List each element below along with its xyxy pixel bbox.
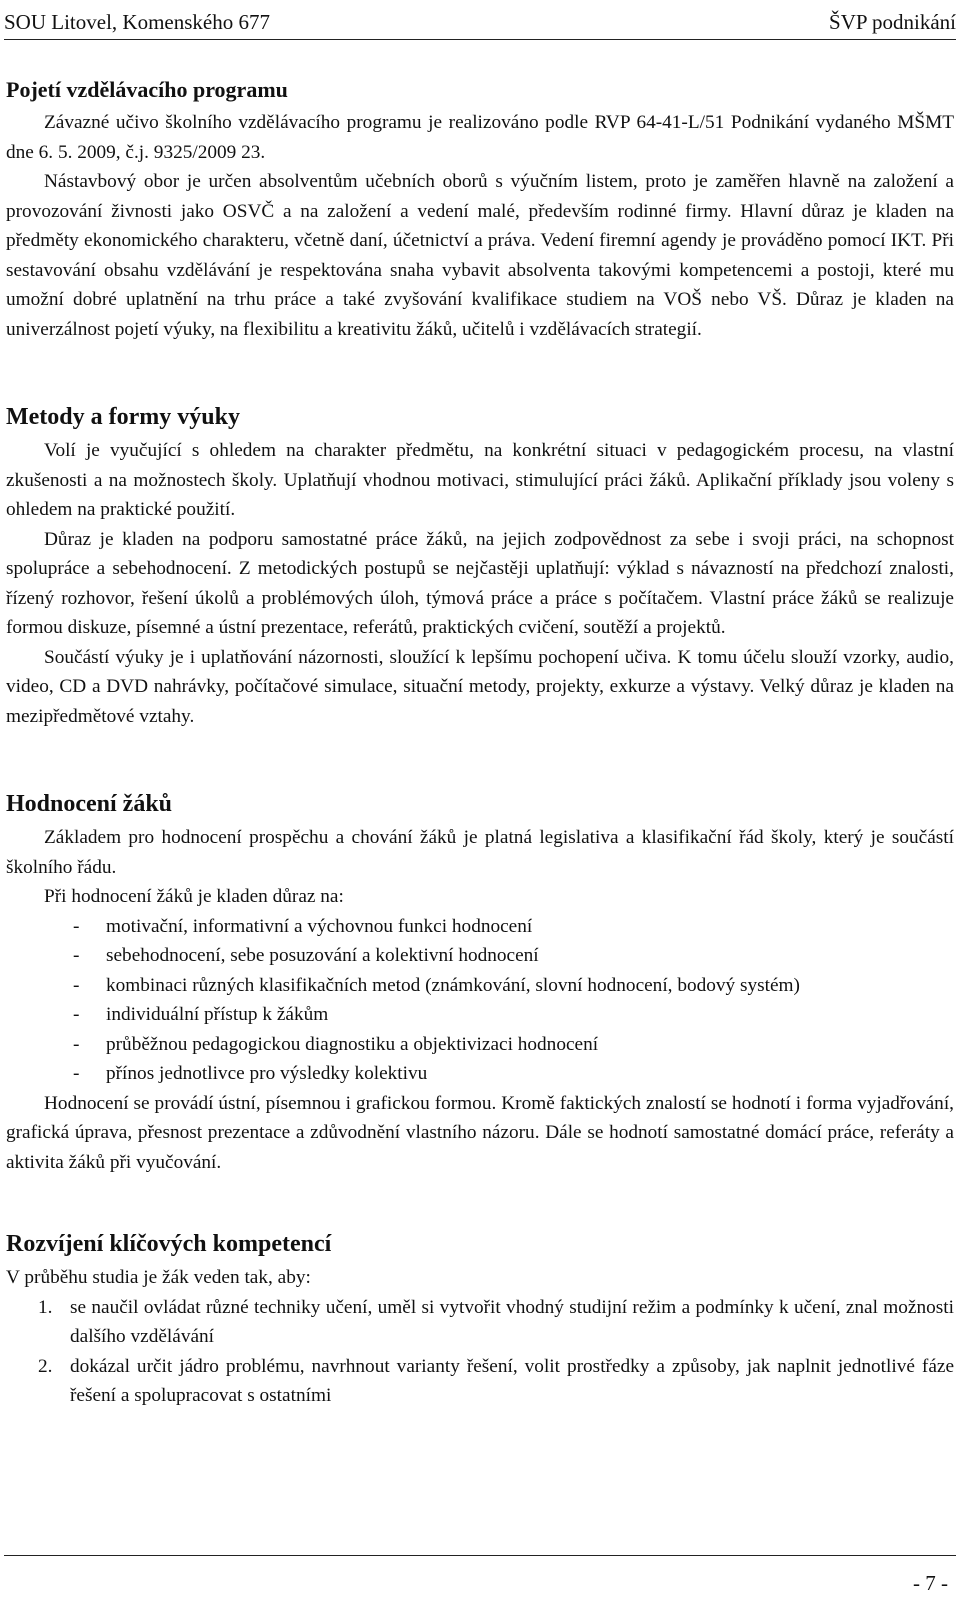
competence-list (6, 1293, 954, 1411)
header-school: SOU Litovel, Komenského 677 (4, 10, 270, 34)
list-item: - individuální přístup k žákům (73, 1004, 329, 1025)
page-footer (0, 1555, 960, 1617)
list-item: 2. dokázal určit jádro problému, navrhnout varianty řešení, volit prostředky a způsoby, jak naplnit jednotlivé fáze řešení a spolupracovat s ostatními (38, 1355, 954, 1406)
footer-divider (4, 1555, 956, 1556)
header-program: ŠVP podnikání (829, 10, 956, 34)
assessment-list (6, 912, 954, 1089)
list-item: - kombinaci různých klasifikačních metod (známkování, slovní hodnocení, bodový systém) (73, 974, 800, 996)
paragraph: Nástavbový obor je určen absolventům učebních oborů s výučním listem, proto je zaměřen hlavně na založení a provozování živnosti jako OSVČ a na založení a vedení malé, především rodinné firmy. Hlavní důraz je kladen na předměty ekonomického charakteru, včetně daní, účetnictví a práva. Vedení firemní agendy je prováděno pomocí IKT. Při sestavování obsahu vzdělávání je respektována snaha vybavit absolventa takovými kompetencemi a postoji, které mu umožní dobré uplatnění na trhu práce a také zvyšování kvalifikace studiem na VOŠ nebo VŠ. Důraz je kladen na univerzálnost pojetí výuky, na flexibilitu a kreativitu žáků, učitelů i vzdělávacích strategií. (6, 171, 954, 340)
paragraph: Důraz je kladen na podporu samostatné práce žáků, na jejich zodpovědnost za sebe i svoji práci, na schopnost spolupráce a sebehodnocení. Z metodických postupů se nejčastěji uplatňují: výklad s návazností na předchozí znalosti, řízený rozhovor, řešení úkolů a problémových úloh, týmová práce a práce s počítačem. Vlastní práce žáků se realizuje formou diskuze, písemné a ústní prezentace, referátů, praktických cvičení, soutěží a projektů. (6, 528, 954, 638)
paragraph: Závazné učivo školního vzdělávacího programu je realizováno podle RVP 64-41-L/51 Podnikání vydaného MŠMT dne 6. 5. 2009, č.j. 9325/2009 23. (6, 112, 954, 163)
section-assessment (6, 785, 954, 1177)
paragraph: Součástí výuky je i uplatňování názornosti, sloužící k lepšímu pochopení učiva. K tomu účelu slouží vzorky, audio, video, CD a DVD nahrávky, počítačové simulace, situační metody, projekty, exkurze a výstavy. Velký důraz je kladen na mezipředmětové vztahy. (6, 646, 954, 727)
section-methods (6, 398, 954, 731)
list-item: - motivační, informativní a výchovnou funkci hodnocení (73, 915, 533, 937)
paragraph: Hodnocení se provádí ústní, písemnou i grafickou formou. Kromě faktických znalostí se hodnotí i forma vyjadřování, grafická úprava, přesnost prezentace a zdůvodnění vlastního názoru. Dále se hodnotí samostatné domácí práce, referáty a aktivita žáků při vyučování. (6, 1092, 954, 1173)
paragraph: Volí je vyučující s ohledem na charakter předmětu, na konkrétní situaci v pedagogickém procesu, na vlastní zkušenosti a na možnostech školy. Uplatňují vhodnou motivaci, stimulující práci žáků. Aplikační příklady jsou voleny s ohledem na praktické použití. (6, 440, 954, 520)
section-title: Hodnocení žáků (6, 791, 173, 817)
list-item: - průběžnou pedagogickou diagnostiku a objektivizaci hodnocení (73, 1033, 599, 1055)
page-number: - 7 - (913, 1571, 948, 1595)
list-item: - přínos jednotlivce pro výsledky kolektivu (73, 1063, 428, 1084)
page-header (4, 0, 956, 40)
document-body (6, 72, 954, 1411)
paragraph: Základem pro hodnocení prospěchu a chování žáků je platná legislativa a klasifikační řád školy, který je součástí školního řádu. (6, 827, 954, 878)
paragraph: Při hodnocení žáků je kladen důraz na: (44, 886, 344, 907)
section-competences (6, 1225, 954, 1411)
section-concept (6, 72, 954, 344)
section-title: Metody a formy výuky (6, 404, 240, 430)
section-title: Rozvíjení klíčových kompetencí (6, 1231, 332, 1257)
paragraph: V průběhu studia je žák veden tak, aby: (6, 1267, 311, 1288)
section-title: Pojetí vzdělávacího programu (6, 77, 288, 102)
list-item: 1. se naučil ovládat různé techniky učení, uměl si vytvořit vhodný studijní režim a podmínky k učení, znal možnosti dalšího vzdělávání (38, 1296, 954, 1347)
list-item: - sebehodnocení, sebe posuzování a kolektivní hodnocení (73, 945, 539, 966)
